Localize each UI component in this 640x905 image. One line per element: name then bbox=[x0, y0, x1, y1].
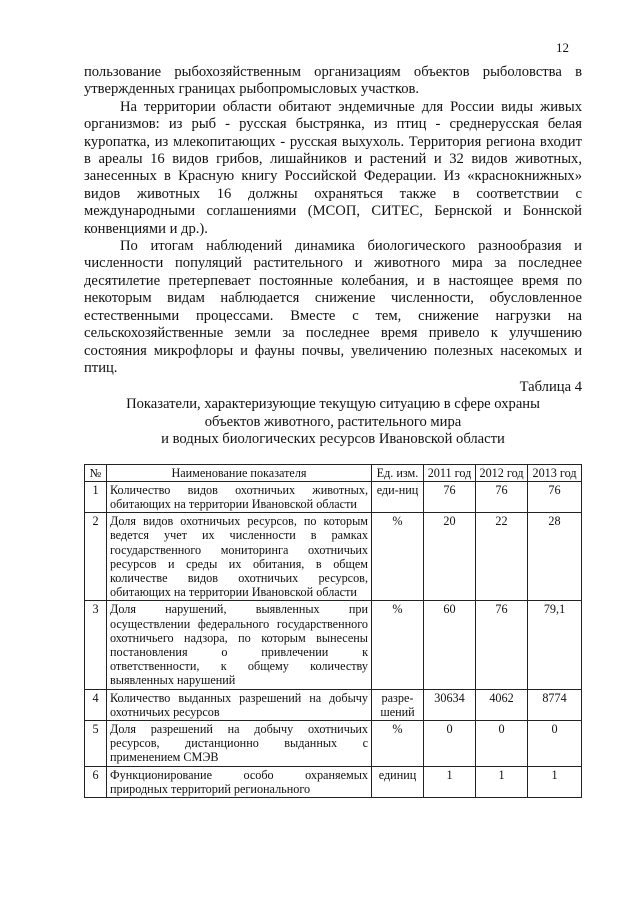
table-header-row bbox=[85, 464, 582, 481]
row-2013: 1 bbox=[528, 766, 582, 797]
header-2011: 2011 год bbox=[424, 464, 476, 481]
row-2011: 1 bbox=[424, 766, 476, 797]
header-2013: 2013 год bbox=[528, 464, 582, 481]
row-unit: единиц bbox=[372, 766, 424, 797]
row-unit: % bbox=[372, 513, 424, 601]
row-name: Доля разрешений на добычу охотничьих ресурсов, дистанционно выданных с применением СМЭВ bbox=[107, 720, 372, 766]
paragraph-3: По итогам наблюдений динамика биологического разнообразия и численности популяций растительного и животного мира за последнее десятилетие претерпевает постоянные колебания, и в настоящее время по некоторым видам наблюдается снижение численности, обусловленное естественными процессами. Вместе с тем, снижение нагрузки на сельскохозяйственные земли за последнее время привело к улучшению состояния микрофлоры и фауны почвы, увеличению полезных насекомых и птиц. bbox=[84, 238, 582, 376]
paragraph-1: пользование рыбохозяйственным организациям объектов рыболовства в утвержденных границах рыбопромысловых участков. bbox=[84, 64, 582, 98]
header-name: Наименование показателя bbox=[107, 464, 372, 481]
row-2012: 76 bbox=[476, 601, 528, 689]
table-row bbox=[85, 766, 582, 797]
row-2011: 60 bbox=[424, 601, 476, 689]
table-row bbox=[85, 601, 582, 689]
row-2013: 76 bbox=[528, 481, 582, 512]
row-num: 2 bbox=[85, 513, 107, 601]
row-name: Доля видов охотничьих ресурсов, по которым ведется учет их численности в рамках государственного мониторинга охотничьих ресурсов и среды их обитания, в общем количестве видов охотничьих ресурсов, обитающих на территории Ивановской области bbox=[107, 513, 372, 601]
row-2011: 76 bbox=[424, 481, 476, 512]
page-number: 12 bbox=[556, 40, 569, 55]
table-title-line: объектов животного, растительного мира bbox=[204, 413, 462, 430]
row-2012: 22 bbox=[476, 513, 528, 601]
table-label: Таблица 4 bbox=[519, 379, 582, 396]
row-unit: % bbox=[372, 720, 424, 766]
row-unit: еди-ниц bbox=[372, 481, 424, 512]
row-2011: 0 bbox=[424, 720, 476, 766]
row-2013: 28 bbox=[528, 513, 582, 601]
row-num: 6 bbox=[85, 766, 107, 797]
row-name: Доля нарушений, выявленных при осуществлении федерального государственного охотничьего надзора, по которым вынесены постановления о привлечении к ответственности, к общему количеству выявленных нарушений bbox=[107, 601, 372, 689]
table-title bbox=[84, 396, 582, 448]
table-title-line: Показатели, характеризующие текущую ситуацию в сфере охраны bbox=[126, 396, 540, 413]
table-title-line: и водных биологических ресурсов Ивановской области bbox=[161, 431, 505, 448]
row-2013: 79,1 bbox=[528, 601, 582, 689]
row-2011: 30634 bbox=[424, 689, 476, 720]
row-num: 3 bbox=[85, 601, 107, 689]
row-name: Количество видов охотничьих животных, обитающих на территории Ивановской области bbox=[107, 481, 372, 512]
row-2013: 0 bbox=[528, 720, 582, 766]
header-unit: Ед. изм. bbox=[372, 464, 424, 481]
row-num: 1 bbox=[85, 481, 107, 512]
paragraph-2: На территории области обитают эндемичные для России виды живых организмов: из рыб - русская быстрянка, из птиц - среднерусская белая куропатка, из млекопитающих - русская выхухоль. Территория региона входит в ареалы 16 видов грибов, лишайников и растений и 32 видов животных, занесенных в Красную книгу Российской Федерации. Из «краснокнижных» видов животных 16 должны охраняться также в соответствии с международными соглашениями (МСОП, СИТЕС, Бернской и Боннской конвенциями и др.). bbox=[84, 98, 582, 237]
row-2012: 1 bbox=[476, 766, 528, 797]
document-body bbox=[84, 64, 582, 798]
row-2012: 76 bbox=[476, 481, 528, 512]
header-2012: 2012 год bbox=[476, 464, 528, 481]
row-2011: 20 bbox=[424, 513, 476, 601]
table-row bbox=[85, 689, 582, 720]
row-name: Функционирование особо охраняемых природных территорий регионального bbox=[107, 766, 372, 797]
indicators-table bbox=[84, 464, 582, 798]
table-row bbox=[85, 513, 582, 601]
table-row bbox=[85, 720, 582, 766]
row-2013: 8774 bbox=[528, 689, 582, 720]
row-2012: 0 bbox=[476, 720, 528, 766]
row-unit: разре-шений bbox=[372, 689, 424, 720]
row-unit: % bbox=[372, 601, 424, 689]
row-num: 4 bbox=[85, 689, 107, 720]
row-name: Количество выданных разрешений на добычу охотничьих ресурсов bbox=[107, 689, 372, 720]
row-num: 5 bbox=[85, 720, 107, 766]
row-2012: 4062 bbox=[476, 689, 528, 720]
table-row bbox=[85, 481, 582, 512]
header-num: № bbox=[85, 464, 107, 481]
